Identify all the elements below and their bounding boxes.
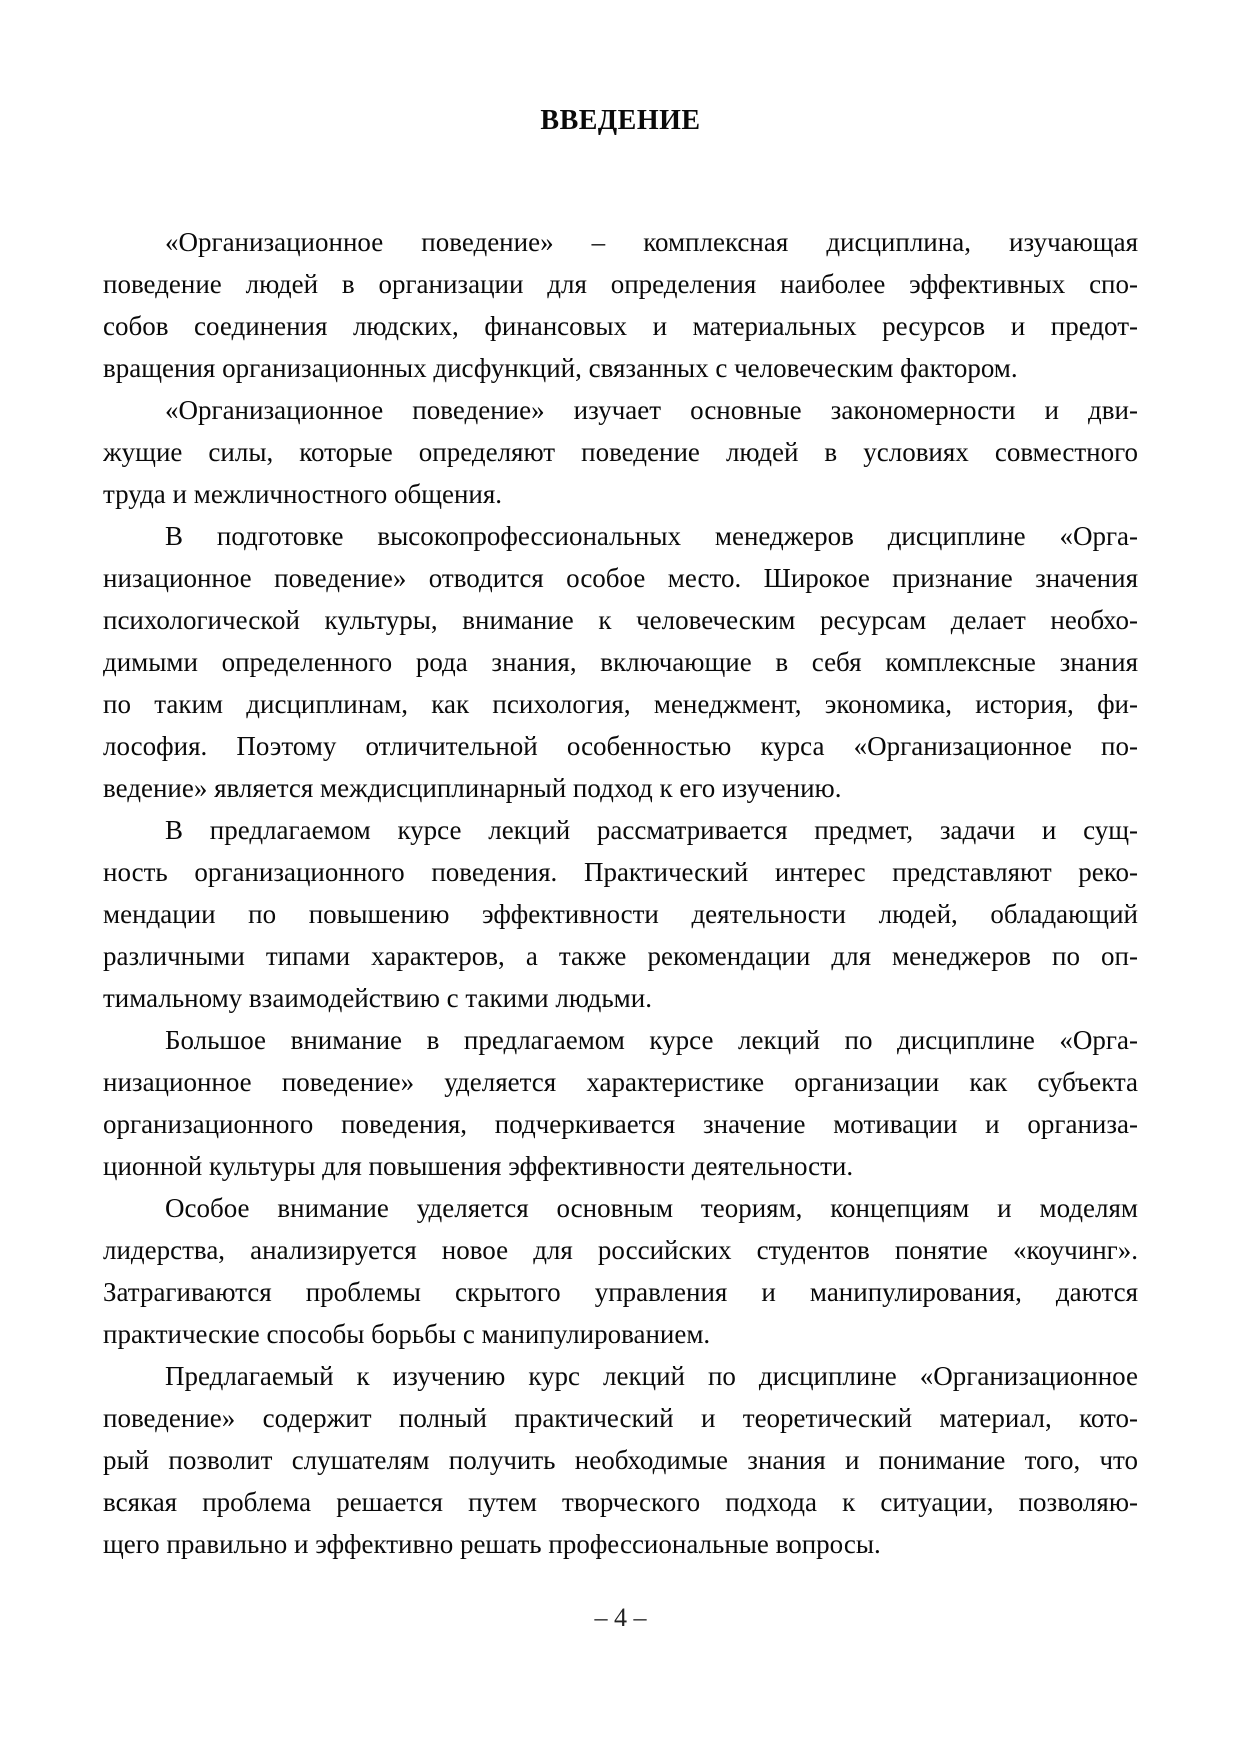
text-line: низационное поведение» уделяется характеристике организации как субъекта: [103, 1067, 1138, 1097]
text-line: вращения организационных дисфункций, связанных с человеческим фактором.: [103, 353, 1018, 383]
text-line: ность организационного поведения. Практический интерес представляют реко-: [103, 857, 1138, 887]
text-line: Особое внимание уделяется основным теориям, концепциям и моделям: [165, 1193, 1138, 1223]
text-line: рый позволит слушателям получить необходимые знания и понимание того, что: [103, 1445, 1138, 1475]
text-line: «Организационное поведение» изучает основные закономерности и дви-: [165, 395, 1138, 425]
text-line: В подготовке высокопрофессиональных менеджеров дисциплине «Орга-: [165, 521, 1138, 551]
paragraph: [103, 515, 1138, 809]
text-line: щего правильно и эффективно решать профессиональные вопросы.: [103, 1529, 881, 1559]
text-line: лософия. Поэтому отличительной особенностью курса «Организационное по-: [103, 731, 1138, 761]
paragraph: [103, 1355, 1138, 1565]
page-title: ВВЕДЕНИЕ: [540, 104, 701, 136]
paragraph: [103, 1019, 1138, 1187]
page-number: – 4 –: [594, 1603, 647, 1632]
text-line: по таким дисциплинам, как психология, менеджмент, экономика, история, фи-: [103, 689, 1138, 719]
text-line: собов соединения людских, финансовых и материальных ресурсов и предот-: [103, 311, 1138, 341]
text-line: практические способы борьбы с манипулированием.: [103, 1319, 711, 1349]
paragraph: [103, 1187, 1138, 1355]
text-line: мендации по повышению эффективности деятельности людей, обладающий: [103, 899, 1138, 929]
text-line: «Организационное поведение» – комплексная дисциплина, изучающая: [165, 227, 1138, 257]
paragraph: [103, 389, 1138, 515]
text-line: психологической культуры, внимание к человеческим ресурсам делает необхо-: [103, 605, 1138, 635]
text-line: Предлагаемый к изучению курс лекций по дисциплине «Организационное: [165, 1361, 1138, 1391]
text-line: поведение людей в организации для определения наиболее эффективных спо-: [103, 269, 1138, 299]
text-line: поведение» содержит полный практический и теоретический материал, кото-: [103, 1403, 1138, 1433]
text-line: тимальному взаимодействию с такими людьми.: [103, 983, 652, 1013]
text-line: димыми определенного рода знания, включающие в себя комплексные знания: [103, 647, 1138, 677]
text-line: лидерства, анализируется новое для российских студентов понятие «коучинг».: [103, 1235, 1138, 1265]
text-line: всякая проблема решается путем творческого подхода к ситуации, позволяю-: [103, 1487, 1138, 1517]
text-line: Большое внимание в предлагаемом курсе лекций по дисциплине «Орга-: [165, 1025, 1138, 1055]
text-line: Затрагиваются проблемы скрытого управления и манипулирования, даются: [103, 1277, 1138, 1307]
text-line: организационного поведения, подчеркивается значение мотивации и организа-: [103, 1109, 1138, 1139]
text-line: ционной культуры для повышения эффективности деятельности.: [103, 1151, 854, 1181]
text-line: труда и межличностного общения.: [103, 479, 503, 509]
document-body: [103, 221, 1138, 1565]
text-line: ведение» является междисциплинарный подход к его изучению.: [103, 773, 842, 803]
paragraph: [103, 809, 1138, 1019]
paragraph: [103, 221, 1138, 389]
text-line: жущие силы, которые определяют поведение людей в условиях совместного: [103, 437, 1138, 467]
text-line: В предлагаемом курсе лекций рассматривается предмет, задачи и сущ-: [165, 815, 1138, 845]
text-line: различными типами характеров, а также рекомендации для менеджеров по оп-: [103, 941, 1138, 971]
text-line: низационное поведение» отводится особое место. Широкое признание значения: [103, 563, 1138, 593]
